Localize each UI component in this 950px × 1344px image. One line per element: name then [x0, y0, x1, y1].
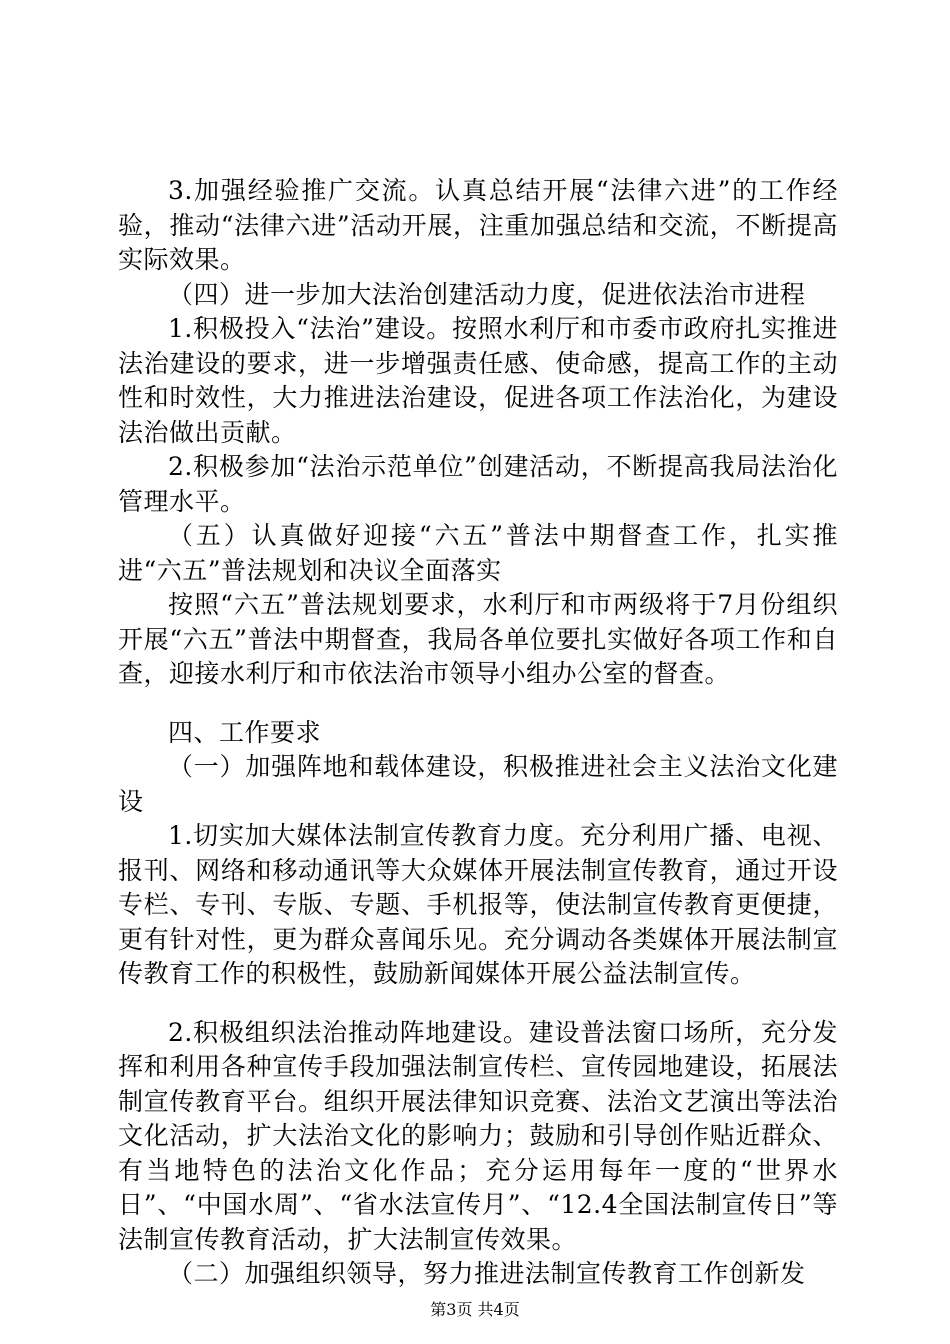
section-heading-5: （五）认真做好迎接“六五”普法中期督查工作，扎实推进“六五”普法规划和决议全面落实	[118, 521, 838, 585]
page-number-footer: 第3页 共4页	[430, 1300, 520, 1319]
paragraph-gap	[118, 992, 838, 1016]
document-body	[118, 174, 838, 1292]
section-heading-1: （一）加强阵地和载体建设，积极推进社会主义法治文化建设	[118, 752, 838, 816]
paragraph-item-2-demo-unit: 2.积极参加“法治示范单位”创建活动，不断提高我局法治化管理水平。	[118, 452, 838, 516]
section-heading-2: （二）加强组织领导，努力推进法制宣传教育工作创新发	[168, 1259, 806, 1288]
paragraph-item-1-media: 1.切实加大媒体法制宣传教育力度。充分利用广播、电视、报刊、网络和移动通讯等大众媒体开展法制宣传教育，通过开设专栏、专刊、专版、专题、手机报等，使法制宣传教育更便捷，更有针对性，更为群众喜闻乐见。充分调动各类媒体开展法制宣传教育工作的积极性，鼓励新闻媒体开展公益法制宣传。	[118, 821, 838, 988]
paragraph-item-1-rule-of-law: 1.积极投入“法治”建设。按照水利厅和市委市政府扎实推进法治建设的要求，进一步增强责任感、使命感，提高工作的主动性和时效性，大力推进法治建设，促进各项工作法治化，为建设法治做出贡献。	[118, 314, 838, 447]
paragraph-item-2-position: 2.积极组织法治推动阵地建设。建设普法窗口场所，充分发挥和利用各种宣传手段加强法制宣传栏、宣传园地建设，拓展法制宣传教育平台。组织开展法律知识竞赛、法治文艺演出等法治文化活动，扩大法治文化的影响力；鼓励和引导创作贴近群众、有当地特色的法治文化作品；充分运用每年一度的“世界水日”、“中国水周”、“省水法宣传月”、“12.4全国法制宣传日”等法制宣传教育活动，扩大法制宣传效果。	[118, 1017, 838, 1254]
paragraph-item-3-experience: 3.加强经验推广交流。认真总结开展“法律六进”的工作经验，推动“法律六进”活动开展，注重加强总结和交流，不断提高实际效果。	[118, 176, 838, 274]
paragraph-gap	[118, 692, 838, 716]
section-heading-4: （四）进一步加大法治创建活动力度，促进依法治市进程	[168, 279, 806, 309]
chapter-heading-requirements: 四、工作要求	[168, 717, 322, 747]
paragraph-inspection: 按照“六五”普法规划要求，水利厅和市两级将于7月份组织开展“六五”普法中期督查，我局各单位要扎实做好各项工作和自查，迎接水利厅和市依法治市领导小组办公室的督查。	[118, 590, 838, 688]
